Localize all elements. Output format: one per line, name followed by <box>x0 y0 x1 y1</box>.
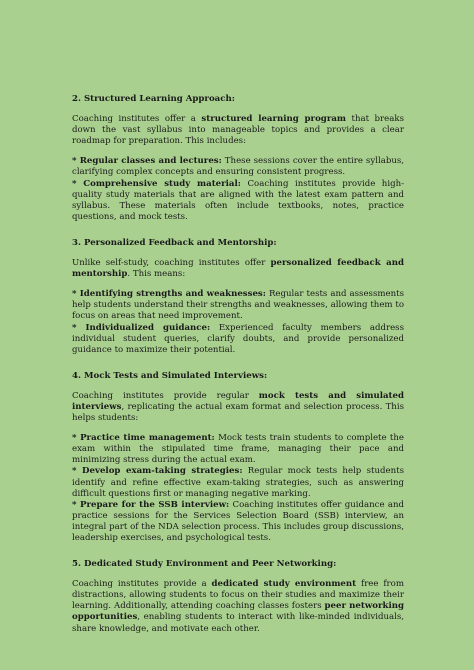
intro-text: Coaching institutes offer a <box>72 114 202 125</box>
list-item <box>72 289 404 322</box>
item-label: * Individualized guidance: <box>72 322 211 333</box>
item-label: * Comprehensive study material: <box>72 178 241 189</box>
item-text: Coaching institutes offer guidance and practice sessions for the Services Selection Board (SSB) interview, an integral part of the NDA selection process. This includes group discussions, leadership exercises, and psychological tests. <box>72 499 404 543</box>
list-item <box>72 433 404 466</box>
section-heading: 5. Dedicated Study Environment and Peer Networking: <box>72 559 337 570</box>
document-page <box>72 94 404 650</box>
bullet-list <box>72 433 404 544</box>
intro-emphasis: structured learning program <box>201 114 347 125</box>
section-heading: 4. Mock Tests and Simulated Interviews: <box>72 370 268 381</box>
intro-emphasis: dedicated study environment <box>211 579 357 590</box>
section-intro <box>72 114 404 147</box>
section-intro <box>72 579 404 634</box>
item-text: Coaching institutes provide high-quality study materials that are aligned with the latest exam pattern and syllabus. These materials often include textbooks, notes, practice questions, and mock tests. <box>72 178 405 222</box>
intro-text: , replicating the actual exam format and selection process. This helps students: <box>72 401 404 424</box>
list-item <box>72 179 404 223</box>
intro-text: Unlike self-study, coaching institutes offer <box>72 258 271 269</box>
item-text: These sessions cover the entire syllabus, clarifying complex concepts and ensuring consistent progress. <box>72 156 404 178</box>
intro-text: free from distractions, allowing students to focus on their studies and maximize their learning. Additionally, attending coaching classes fosters <box>72 579 404 612</box>
item-text: Mock tests train students to complete the exam within the stipulated time frame, managing their pace and minimizing stress during the actual exam. <box>72 433 404 466</box>
intro-emphasis: personalized feedback and mentorship <box>72 258 404 280</box>
section-intro <box>72 258 404 280</box>
section-intro <box>72 391 404 424</box>
section-heading: 2. Structured Learning Approach: <box>72 94 235 104</box>
section-mock-tests <box>72 371 404 544</box>
intro-emphasis: mock tests and simulated interviews <box>72 390 404 412</box>
item-text: Regular mock tests help students identify and refine effective exam-taking strategies, such as answering difficult questions first or managing negative marking. <box>72 466 404 499</box>
list-item <box>72 323 404 356</box>
bullet-list <box>72 289 404 356</box>
intro-text: , enabling students to interact with like-minded individuals, share knowledge, and motivate each other. <box>72 612 404 634</box>
section-study-environment <box>72 559 404 635</box>
intro-text: . This means: <box>127 269 186 280</box>
item-label: * Prepare for the SSB interview: <box>72 499 230 510</box>
item-text: Regular tests and assessments help students understand their strengths and weaknesses, allowing them to focus on areas that need improvement. <box>72 289 404 322</box>
intro-emphasis: peer networking opportunities <box>72 601 404 623</box>
intro-text: Coaching institutes provide a <box>72 579 212 590</box>
list-item <box>72 500 404 544</box>
item-label: * Identifying strengths and weaknesses: <box>72 289 266 300</box>
intro-text: Coaching institutes provide regular <box>72 390 259 401</box>
item-label: * Practice time management: <box>72 433 215 444</box>
section-personalized-feedback <box>72 238 404 356</box>
list-item <box>72 156 404 178</box>
intro-text: that breaks down the vast syllabus into manageable topics and provides a clear roadmap for preparation. This includes: <box>72 114 404 147</box>
section-heading: 3. Personalized Feedback and Mentorship: <box>72 237 277 248</box>
item-text: Experienced faculty members address individual student queries, clarify doubts, and provide personalized guidance to maximize their potential. <box>72 322 404 355</box>
item-label: * Develop exam-taking strategies: <box>72 466 243 477</box>
list-item <box>72 466 404 499</box>
section-structured-learning <box>72 94 404 223</box>
item-label: * Regular classes and lectures: <box>72 156 222 167</box>
bullet-list <box>72 156 404 223</box>
